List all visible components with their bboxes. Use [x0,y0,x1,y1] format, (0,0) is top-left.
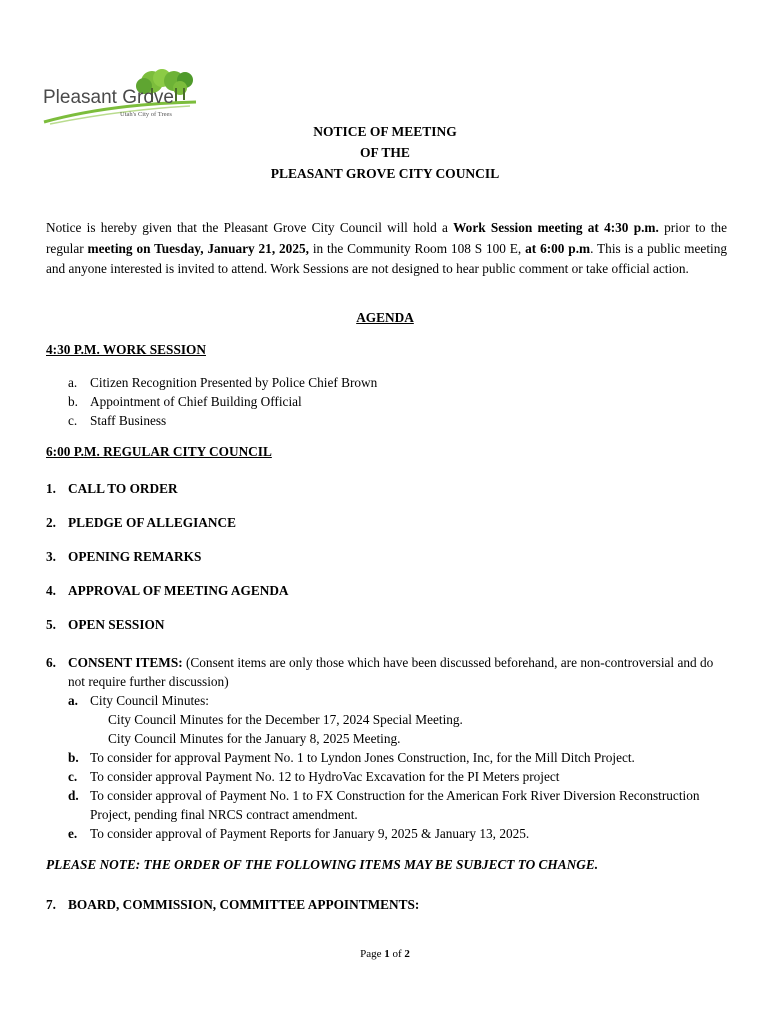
item-number: 7. [46,897,56,912]
item-text: To consider approval of Payment No. 1 to FX Construction for the American Fork River Diversion Reconstruction Project, pending final NRCS contract amendment. [90,788,700,822]
page-footer [0,948,770,960]
minutes-item: City Council Minutes for the January 8, 2025 Meeting. [108,731,401,746]
consent-description [68,653,727,691]
agenda-item-1 [46,481,178,497]
consent-desc-text: (Consent items are only those which have been discussed beforehand, are non-controversial and do not require further discussion) [68,655,714,689]
current-page: 1 [384,948,390,960]
agenda-item-3 [46,549,201,565]
item-letter: c. [68,413,78,428]
item-text: Staff Business [90,413,167,428]
item-text: APPROVAL OF MEETING AGENDA [68,583,289,598]
agenda-item-2 [46,515,236,531]
item-text: City Council Minutes: [90,693,209,708]
consent-item-b [68,748,727,767]
agenda-item-4 [46,583,289,599]
item-text: To consider approval Payment No. 12 to HydroVac Excavation for the PI Meters project [90,769,560,784]
intro-text-4: . This is a public meeting and anyone interested is invited to attend. Work Sessions are not designed to hear public comment or take official action. [46,240,728,276]
consent-item-e [68,824,727,843]
list-item [68,373,377,392]
item-letter: a. [68,693,78,708]
item-number: 6. [46,655,56,670]
intro-meeting-date: meeting on Tuesday, January 21, 2025, [87,240,309,256]
item-letter: e. [68,826,78,841]
consent-item-a [68,691,727,710]
notice-title [0,121,770,184]
intro-text-1: Notice is hereby given that the Pleasant Grove City Council will hold a [46,220,454,235]
regular-session-heading: 6:00 P.M. REGULAR CITY COUNCIL [46,444,272,459]
item-text: OPEN SESSION [68,617,165,632]
item-letter: c. [68,769,78,784]
item-number: 3. [46,549,56,564]
total-pages: 2 [404,948,410,960]
title-line-1: NOTICE OF MEETING [313,124,457,139]
svg-text:Pleasant Grove: Pleasant Grove [43,87,174,108]
item-text: Appointment of Chief Building Official [90,394,302,409]
work-session-heading: 4:30 P.M. WORK SESSION [46,342,206,357]
item-text: Citizen Recognition Presented by Police Chief Brown [90,375,378,390]
work-session-list [68,373,377,430]
notice-paragraph [46,218,727,280]
item-letter: b. [68,750,79,765]
logo-graphic [40,66,200,128]
item-number: 4. [46,583,56,598]
item-text: CALL TO ORDER [68,481,178,496]
agenda-item-5 [46,617,164,633]
agenda-heading: AGENDA [356,310,414,325]
item-number: 5. [46,617,56,632]
item-text: OPENING REMARKS [68,549,202,564]
item-letter: d. [68,788,79,803]
intro-meeting-time: at 6:00 p.m [525,240,591,256]
list-item [68,411,377,430]
item-text: To consider approval of Payment Reports for January 9, 2025 & January 13, 2025. [90,826,530,841]
consent-header [46,653,727,691]
agenda-item-7 [46,897,419,913]
item-letter: b. [68,394,78,409]
item-text: PLEDGE OF ALLEGIANCE [68,515,236,530]
title-line-2: OF THE [360,145,410,160]
item-number: 1. [46,481,56,496]
item-letter: a. [68,375,78,390]
consent-label: CONSENT ITEMS: [68,655,183,670]
title-line-3: PLEASANT GROVE CITY COUNCIL [270,166,500,181]
minutes-item: City Council Minutes for the December 17, 2024 Special Meeting. [108,712,463,727]
item-number: 2. [46,515,56,530]
consent-item-c [68,767,727,786]
intro-work-session: Work Session meeting at 4:30 p.m. [453,220,659,235]
order-change-note: PLEASE NOTE: THE ORDER OF THE FOLLOWING ITEMS MAY BE SUBJECT TO CHANGE. [46,857,599,872]
pleasant-grove-logo [40,66,200,128]
page-word: Page [360,948,382,960]
consent-items-section [46,653,727,843]
of-word: of [392,948,402,960]
item-text: To consider for approval Payment No. 1 to Lyndon Jones Construction, Inc, for the Mill Ditch Project. [90,750,635,765]
item-text: BOARD, COMMISSION, COMMITTEE APPOINTMENTS: [68,897,420,912]
list-item [68,392,377,411]
intro-text-2: prior to the regular [46,220,727,256]
consent-item-d [68,786,727,824]
svg-text:Utah's City of Trees: Utah's City of Trees [120,111,172,118]
intro-text-3: in the Community Room 108 S 100 E, [308,240,526,256]
